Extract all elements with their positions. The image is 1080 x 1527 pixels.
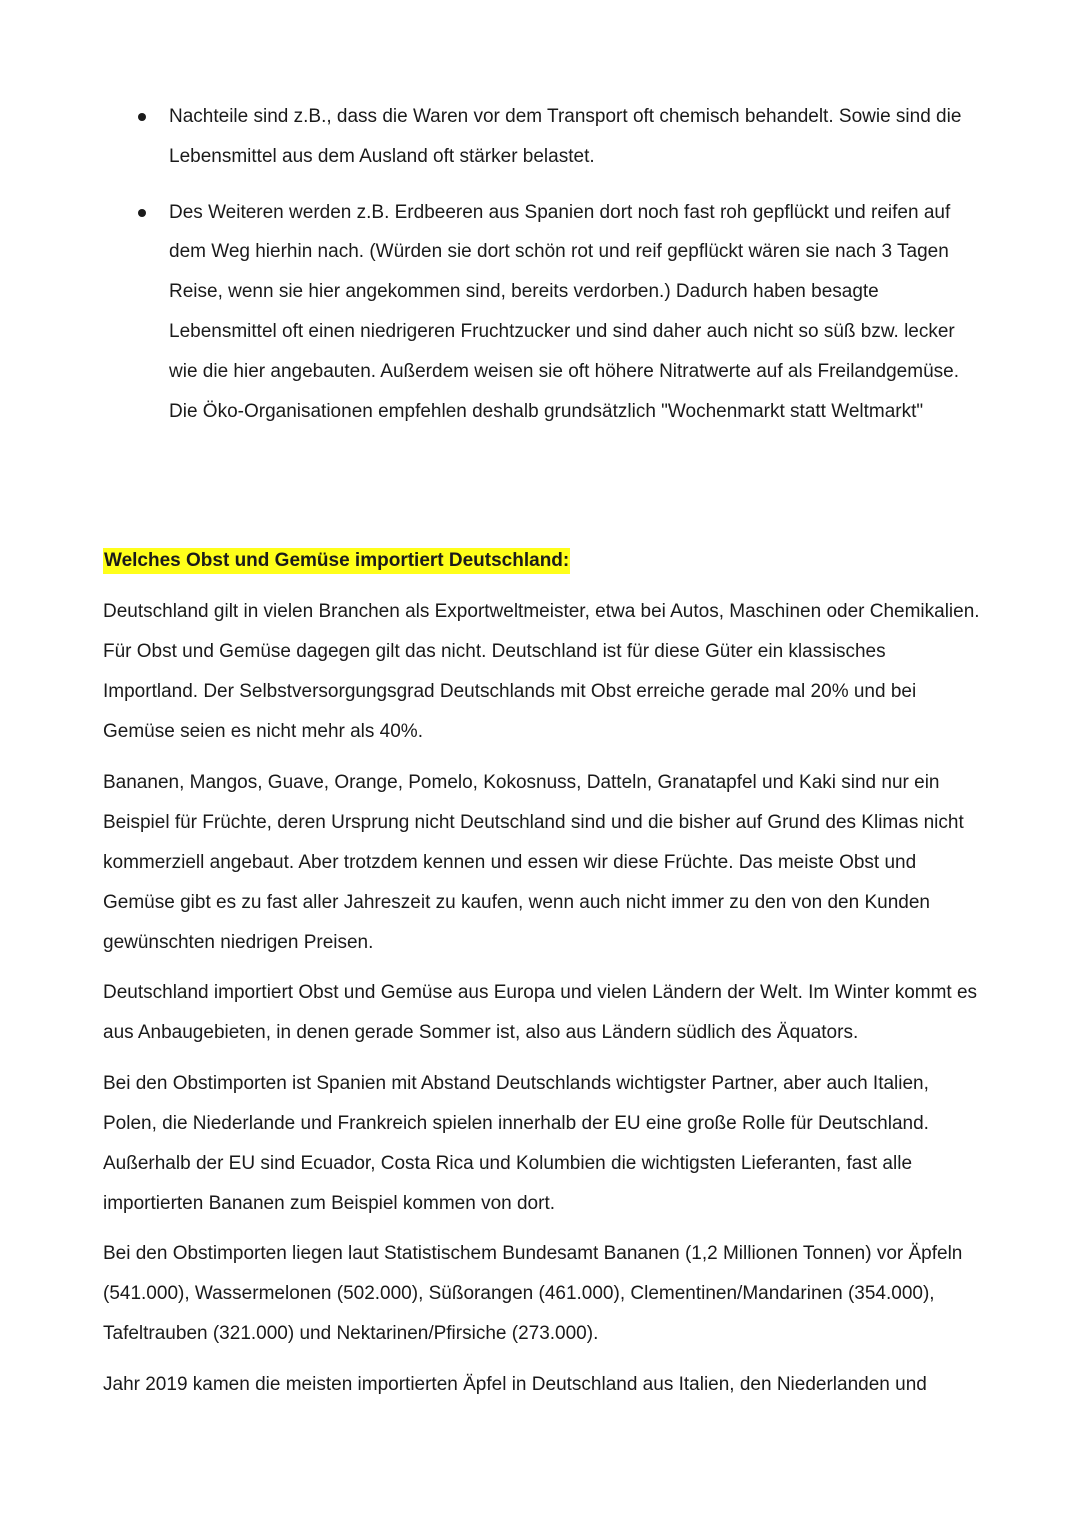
paragraph: Deutschland gilt in vielen Branchen als Exportweltmeister, etwa bei Autos, Maschinen oder Chemikalien. Für Obst und Gemüse dagegen gilt das nicht. Deutschland ist für diese Güter ein klassisches Importland. Der Selbstversorgungsgrad Deutschlands mit Obst erreiche gerade mal 20% und bei Gemüse seien es nicht mehr als 40%. — [103, 601, 980, 742]
paragraph: Jahr 2019 kamen die meisten importierten Äpfel in Deutschland aus Italien, den Niederlanden und — [103, 1373, 927, 1395]
section-heading — [103, 545, 570, 577]
paragraph: Deutschland importiert Obst und Gemüse aus Europa und vielen Ländern der Welt. Im Winter kommt es aus Anbaugebieten, in denen gerade Sommer ist, also aus Ländern südlich des Äquators. — [103, 982, 978, 1043]
bullet-list — [103, 97, 983, 447]
bullet-dot-icon — [138, 209, 146, 217]
bullet-dot-icon — [138, 113, 146, 121]
bullet-text: Des Weiteren werden z.B. Erdbeeren aus Spanien dort noch fast roh gepflückt und reifen auf dem Weg hierhin nach. (Würden sie dort schön rot und reif gepflückt wären sie nach 3 Tagen Reise, wenn sie hier angekommen sind, bereits verdorben.) Dadurch haben besagte Lebensmittel oft einen niedrigeren Fruchtzucker und sind daher auch nicht so süß bzw. lecker wie die hier angebauten. Außerdem weisen sie oft höhere Nitratwerte auf als Freilandgemüse. Die Öko-Organisationen empfehlen deshalb grundsätzlich "Wochenmarkt statt Weltmarkt" — [169, 201, 959, 422]
bullet-item — [103, 97, 983, 177]
highlighted-heading-text: Welches Obst und Gemüse importiert Deutschland: — [103, 548, 570, 574]
bullet-item — [103, 193, 983, 432]
paragraph: Bei den Obstimporten ist Spanien mit Abstand Deutschlands wichtigster Partner, aber auch Italien, Polen, die Niederlande und Frankreich spielen innerhalb der EU eine große Rolle für Deutschland. Außerhalb der EU sind Ecuador, Costa Rica und Kolumbien die wichtigsten Lieferanten, fast alle importierten Bananen zum Beispiel kommen von dort. — [103, 1072, 929, 1214]
paragraph: Bananen, Mangos, Guave, Orange, Pomelo, Kokosnuss, Datteln, Granatapfel und Kaki sind nur ein Beispiel für Früchte, deren Ursprung nicht Deutschland sind und die bisher auf Grund des Klimas nicht kommerziell angebaut. Aber trotzdem kennen und essen wir diese Früchte. Das meiste Obst und Gemüse gibt es zu fast aller Jahreszeit zu kaufen, wenn auch nicht immer zu den von den Kunden gewünschten niedrigen Preisen. — [103, 771, 964, 953]
paragraph: Bei den Obstimporten liegen laut Statistischem Bundesamt Bananen (1,2 Millionen Tonnen) vor Äpfeln (541.000), Wassermelonen (502.000), Süßorangen (461.000), Clementinen/Mandarinen (354.000), Tafeltrauben (321.000) und Nektarinen/Pfirsiche (273.000). — [103, 1243, 963, 1344]
bullet-text: Nachteile sind z.B., dass die Waren vor dem Transport oft chemisch behandelt. Sowie sind die Lebensmittel aus dem Ausland oft stärker belastet. — [169, 106, 962, 167]
body-text — [103, 592, 983, 1415]
